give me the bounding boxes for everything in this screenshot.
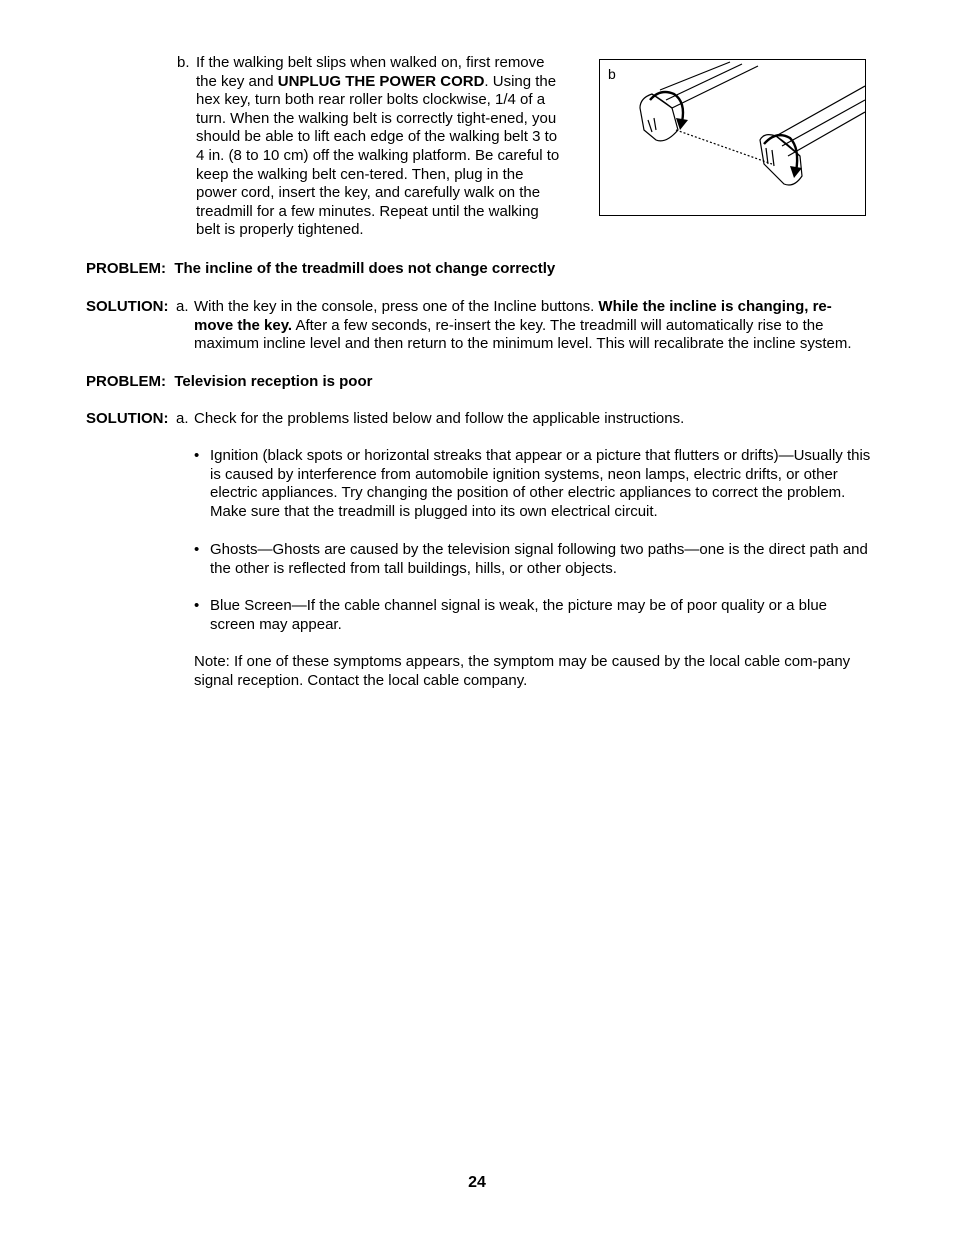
problem-2-label: PROBLEM: (86, 373, 166, 390)
problem-2 (86, 373, 372, 392)
bullet-item-ignition (194, 447, 874, 521)
treadmill-rear-roller-illustration (600, 60, 865, 215)
bullet-icon: • (194, 597, 200, 614)
step-b-text (196, 54, 562, 240)
step-b-bold: UNPLUG THE POWER CORD (277, 72, 485, 90)
solution-1-marker: a. (176, 298, 189, 315)
solution-2-text: Check for the problems listed below and follow the applicable instructions. (194, 410, 685, 427)
bullet-text: Blue Screen—If the cable channel signal is weak, the picture may be of poor quality or a blue screen may appear. (210, 597, 828, 633)
bullet-icon: • (194, 541, 200, 558)
note-paragraph: Note: If one of these symptoms appears, the symptom may be caused by the local cable com-pany signal reception. Contact the local cable company. (194, 653, 851, 689)
step-b-text-part-1: If the walking belt slips when walked on, first remove the key and (196, 54, 545, 90)
bullet-item-blue-screen (194, 597, 874, 634)
treadmill-figure (599, 59, 866, 216)
problem-1 (86, 260, 555, 279)
bullet-text: Ignition (black spots or horizontal streaks that appear or a picture that flutters or drifts)—Usually this is caused by interference from automobile ignition systems, neon lamps, electric drifts, or other electric appliances. Try changing the position of other electric appliances to correct the problem. Make sure that the treadmill is plugged into its own electrical circuit. (210, 447, 871, 520)
step-b-text-part-2: . Using the hex key, turn both rear roller bolts clockwise, 1/4 of a turn. When the walking belt is correctly tight-ened, you should be able to lift each edge of the walking belt 3 to 4 in. (8 to 10 cm) off the walking platform. Be careful to keep the walking belt cen-tered. Then, plug in the power cord, insert the key, and carefully walk on the treadmill for a few minutes. Repeat until the walking belt is properly tightened. (196, 72, 560, 239)
bullet-icon: • (194, 447, 200, 464)
bullet-text: Ghosts—Ghosts are caused by the television signal following two paths—one is the direct path and the other is reflected from tall buildings, hills, or other objects. (210, 541, 868, 577)
step-b-paragraph (177, 54, 562, 240)
solution-1-text-part-2: After a few seconds, re-insert the key. The treadmill will automatically rise to the maximum incline level and then return to the minimum level. This will recalibrate the incline system. (194, 316, 852, 353)
solution-2-label: SOLUTION: (86, 410, 169, 427)
solution-2-body (176, 410, 874, 429)
solution-1-label: SOLUTION: (86, 298, 169, 315)
solution-1-text (194, 298, 870, 354)
solution-1-body (176, 298, 870, 354)
figure-label: b (608, 66, 616, 82)
problem-1-label: PROBLEM: (86, 260, 166, 277)
problem-1-text: The incline of the treadmill does not change correctly (174, 260, 556, 277)
solution-1-text-part-1: With the key in the console, press one of the Incline buttons. (194, 298, 599, 315)
solution-2-marker: a. (176, 410, 189, 427)
page-number: 24 (468, 1174, 486, 1191)
bullet-item-ghosts (194, 541, 874, 578)
problem-2-text: Television reception is poor (174, 373, 373, 390)
step-b-marker: b. (177, 54, 190, 71)
solution-1-bold: While the incline is changing, re-move the key. (194, 298, 832, 334)
